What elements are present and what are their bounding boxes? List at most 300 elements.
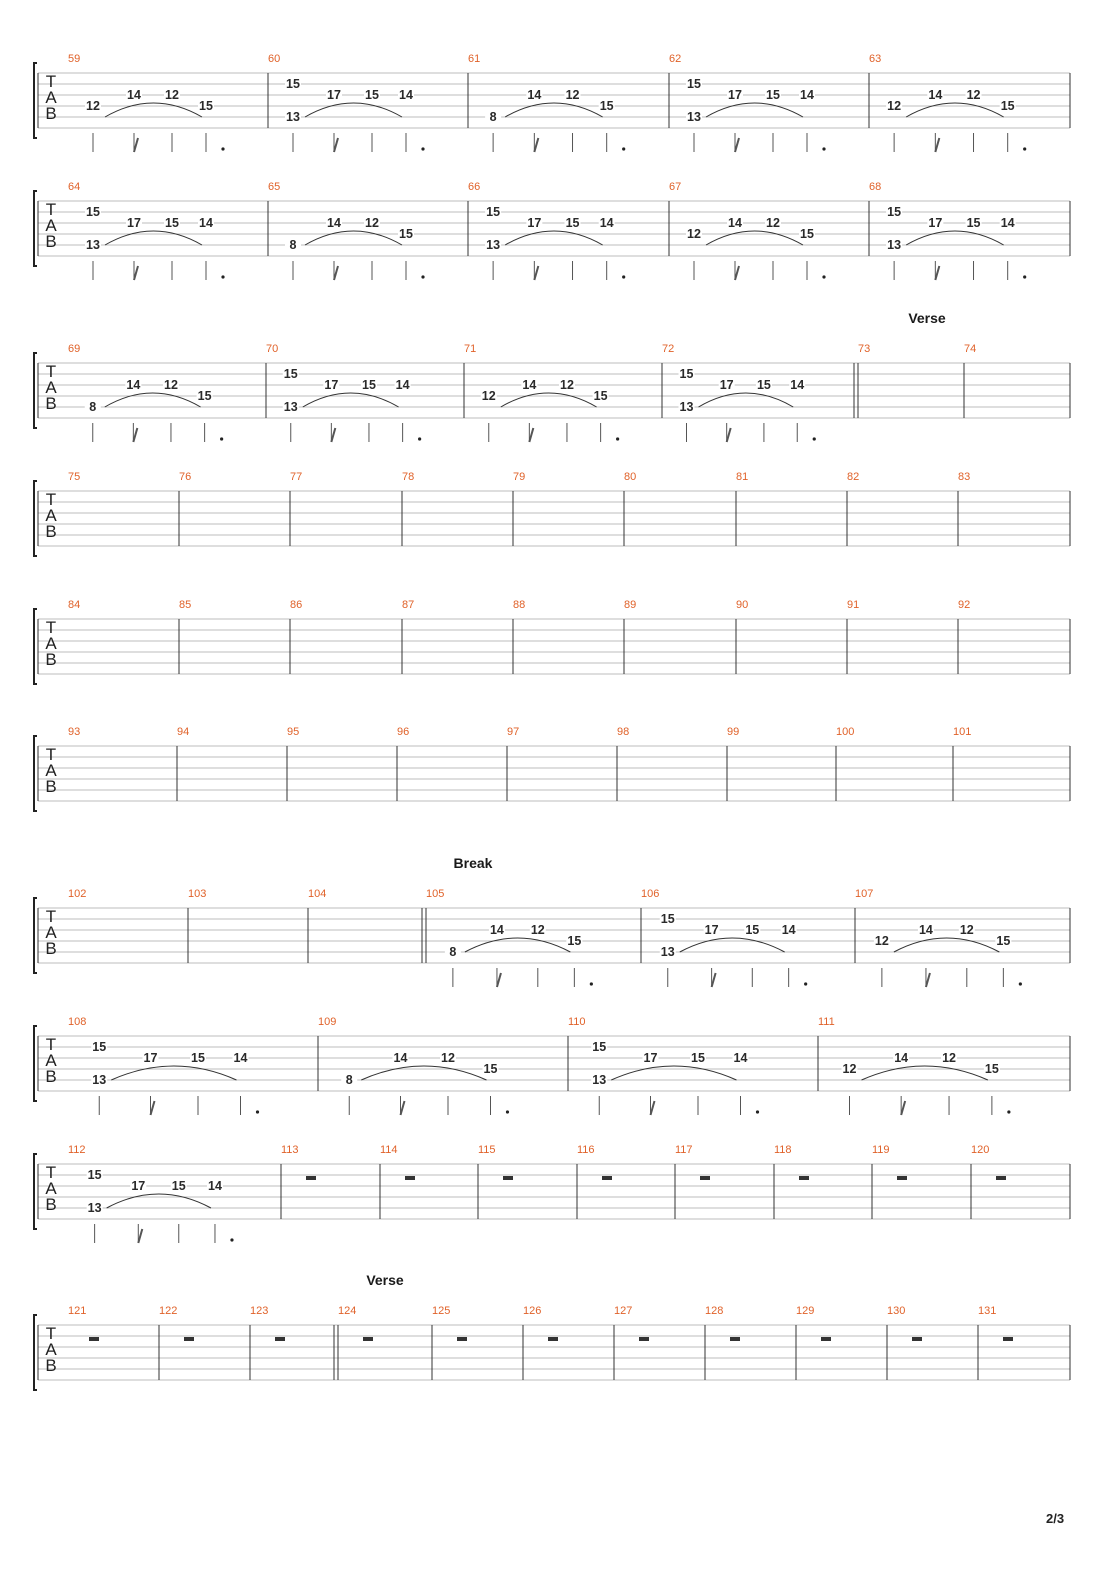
page-number: 2/3	[1046, 1511, 1065, 1526]
fret-number: 15	[92, 1040, 107, 1054]
rest-symbol	[1003, 1337, 1013, 1341]
note-flag	[134, 138, 138, 152]
section-title: Verse	[908, 310, 946, 326]
measure-number: 64	[68, 181, 81, 193]
tab-clef-letter: A	[45, 634, 57, 653]
note-flag	[134, 266, 138, 280]
measure-number: 88	[513, 599, 526, 611]
measure-number: 60	[268, 53, 281, 65]
fret-number: 12	[86, 99, 100, 113]
tab-clef-letter: B	[45, 939, 57, 958]
dot	[418, 437, 421, 440]
note-flag	[133, 428, 137, 442]
measure-number: 100	[836, 726, 855, 738]
measure-number: 68	[869, 181, 882, 193]
measure-number: 67	[669, 181, 682, 193]
measure-number: 62	[669, 53, 682, 65]
slur	[680, 938, 785, 952]
tab-system	[34, 1016, 1070, 1115]
fret-number: 15	[745, 923, 760, 937]
measure-number: 129	[796, 1305, 815, 1317]
slur	[361, 1066, 486, 1080]
dot	[506, 1110, 509, 1113]
tab-clef-letter: A	[45, 216, 57, 235]
dot	[756, 1110, 759, 1113]
tab-clef-letter: B	[45, 650, 57, 669]
measure-number: 82	[847, 471, 860, 483]
fret-number: 14	[208, 1179, 222, 1193]
measure-number: 90	[736, 599, 749, 611]
tab-clef-letter: T	[45, 907, 57, 926]
note-flag	[735, 138, 739, 152]
measure-number: 121	[68, 1305, 87, 1317]
slur	[105, 393, 201, 407]
fret-number: 17	[719, 378, 734, 392]
measure-number: 86	[290, 599, 303, 611]
note-flag	[727, 428, 731, 442]
fret-number: 13	[687, 110, 701, 124]
dot	[822, 275, 825, 278]
fret-number: 12	[481, 389, 496, 403]
fret-number: 12	[565, 88, 580, 102]
note-flag	[138, 1229, 142, 1243]
tab-clef-letter: A	[45, 761, 57, 780]
measure-number: 106	[641, 888, 660, 900]
tab-clef-letter: T	[45, 1163, 57, 1182]
measure-number: 127	[614, 1305, 633, 1317]
measure-number: 123	[250, 1305, 269, 1317]
fret-number: 15	[283, 367, 298, 381]
rest-symbol	[639, 1337, 649, 1341]
note-flag	[534, 138, 538, 152]
tab-clef-letter: A	[45, 506, 57, 525]
tab-system	[34, 599, 1070, 684]
fret-number: 15	[984, 1062, 999, 1076]
measure-number: 94	[177, 726, 190, 738]
fret-number: 13	[660, 945, 675, 959]
rest-symbol	[912, 1337, 922, 1341]
fret-number: 14	[393, 1051, 408, 1065]
slur	[706, 103, 803, 117]
measure-number: 105	[426, 888, 445, 900]
fret-number: 15	[691, 1051, 705, 1065]
measure-number: 126	[523, 1305, 542, 1317]
fret-number: 15	[800, 227, 814, 241]
measure-number: 75	[68, 471, 81, 483]
dot	[616, 437, 619, 440]
fret-number: 12	[887, 99, 902, 113]
fret-number: 12	[560, 378, 574, 392]
rest-symbol	[602, 1176, 612, 1180]
fret-number: 17	[143, 1051, 158, 1065]
fret-number: 15	[199, 99, 213, 113]
measure-number: 93	[68, 726, 81, 738]
fret-number: 14	[489, 923, 504, 937]
fret-number: 12	[942, 1051, 956, 1065]
fret-number: 15	[399, 227, 413, 241]
measure-number: 109	[318, 1016, 337, 1028]
measure-number: 84	[68, 599, 81, 611]
measure-number: 130	[887, 1305, 906, 1317]
measure-number: 120	[971, 1144, 990, 1156]
measure-number: 63	[869, 53, 882, 65]
fret-number: 15	[1000, 99, 1015, 113]
measure-number: 122	[159, 1305, 178, 1317]
measure-number: 124	[338, 1305, 357, 1317]
rest-symbol	[184, 1337, 194, 1341]
slur	[706, 231, 803, 245]
tab-clef-letter: B	[45, 104, 57, 123]
dot	[421, 275, 424, 278]
fret-number: 15	[592, 1040, 607, 1054]
fret-number: 15	[966, 216, 981, 230]
fret-number: 15	[996, 934, 1011, 948]
slur	[105, 231, 202, 245]
dot	[813, 437, 816, 440]
measure-number: 65	[268, 181, 281, 193]
fret-number: 15	[362, 378, 376, 392]
tab-system	[34, 855, 1070, 987]
measure-number: 115	[478, 1144, 496, 1156]
slur	[862, 1066, 988, 1080]
fret-number: 8	[289, 238, 297, 252]
note-flag	[651, 1101, 655, 1115]
measure-number: 116	[577, 1144, 595, 1156]
fret-number: 14	[199, 216, 213, 230]
dot	[822, 147, 825, 150]
slur	[699, 393, 794, 407]
system-bracket	[34, 191, 37, 266]
measure-number: 83	[958, 471, 971, 483]
fret-number: 15	[365, 88, 379, 102]
fret-number: 12	[365, 216, 379, 230]
dot	[230, 1238, 233, 1241]
rest-symbol	[897, 1176, 907, 1180]
fret-number: 15	[567, 934, 582, 948]
measure-number: 104	[308, 888, 327, 900]
tab-system	[34, 726, 1070, 811]
note-flag	[735, 266, 739, 280]
tab-clef-letter: A	[45, 88, 57, 107]
fret-number: 8	[489, 110, 497, 124]
fret-number: 15	[887, 205, 902, 219]
fret-number: 17	[728, 88, 742, 102]
rest-symbol	[363, 1337, 373, 1341]
system-bracket	[34, 609, 37, 684]
slur	[111, 1066, 236, 1080]
system-bracket	[34, 353, 37, 428]
system-bracket	[34, 898, 37, 973]
measure-number: 118	[774, 1144, 792, 1156]
rest-symbol	[306, 1176, 316, 1180]
measure-number: 112	[68, 1144, 86, 1156]
fret-number: 14	[728, 216, 742, 230]
measure-number: 119	[872, 1144, 890, 1156]
measure-number: 108	[68, 1016, 87, 1028]
fret-number: 13	[486, 238, 501, 252]
measure-number: 107	[855, 888, 874, 900]
fret-number: 14	[233, 1051, 248, 1065]
fret-number: 15	[286, 77, 300, 91]
rest-symbol	[405, 1176, 415, 1180]
measure-number: 87	[402, 599, 415, 611]
fret-number: 12	[164, 378, 178, 392]
tab-clef-letter: T	[45, 618, 57, 637]
fret-number: 14	[733, 1051, 748, 1065]
note-flag	[331, 428, 335, 442]
fret-number: 8	[449, 945, 457, 959]
fret-number: 17	[643, 1051, 658, 1065]
dot	[590, 982, 593, 985]
dot	[221, 275, 224, 278]
slur	[906, 231, 1004, 245]
measure-number: 79	[513, 471, 526, 483]
fret-number: 12	[687, 227, 701, 241]
fret-number: 14	[928, 88, 943, 102]
rest-symbol	[89, 1337, 99, 1341]
measure-number: 117	[675, 1144, 693, 1156]
rest-symbol	[457, 1337, 467, 1341]
measure-number: 78	[402, 471, 415, 483]
fret-number: 12	[874, 934, 889, 948]
tab-clef-letter: T	[45, 1324, 57, 1343]
measure-number: 66	[468, 181, 481, 193]
dot	[622, 275, 625, 278]
measure-number: 113	[281, 1144, 299, 1156]
tab-clef-letter: T	[45, 745, 57, 764]
fret-number: 14	[800, 88, 814, 102]
slur	[305, 103, 402, 117]
tab-clef-letter: T	[45, 200, 57, 219]
slur	[505, 231, 603, 245]
note-flag	[926, 973, 930, 987]
tab-clef-letter: A	[45, 378, 57, 397]
fret-number: 15	[766, 88, 780, 102]
slur	[303, 393, 399, 407]
measure-number: 71	[464, 343, 477, 355]
measure-number: 70	[266, 343, 279, 355]
measure-number: 131	[978, 1305, 997, 1317]
rest-symbol	[548, 1337, 558, 1341]
tab-clef-letter: T	[45, 1035, 57, 1054]
dot	[804, 982, 807, 985]
fret-number: 15	[687, 77, 701, 91]
measure-number: 128	[705, 1305, 724, 1317]
note-flag	[534, 266, 538, 280]
slur	[894, 938, 999, 952]
fret-number: 14	[522, 378, 537, 392]
fret-number: 15	[191, 1051, 205, 1065]
measure-number: 97	[507, 726, 520, 738]
slur	[105, 103, 202, 117]
dot	[421, 147, 424, 150]
system-bracket	[34, 481, 37, 556]
fret-number: 15	[593, 389, 608, 403]
fret-number: 14	[790, 378, 805, 392]
fret-number: 12	[959, 923, 974, 937]
slur	[305, 231, 402, 245]
measure-number: 103	[188, 888, 207, 900]
fret-number: 15	[171, 1179, 186, 1193]
tab-clef-letter: B	[45, 1067, 57, 1086]
fret-number: 17	[704, 923, 719, 937]
fret-number: 13	[887, 238, 902, 252]
tab-clef-letter: A	[45, 1340, 57, 1359]
fret-number: 15	[756, 378, 771, 392]
note-flag	[497, 973, 501, 987]
tab-clef-letter: A	[45, 1051, 57, 1070]
note-flag	[334, 138, 338, 152]
measure-number: 85	[179, 599, 192, 611]
section-title: Verse	[366, 1272, 404, 1288]
note-flag	[935, 266, 939, 280]
system-bracket	[34, 1026, 37, 1101]
tab-clef-letter: B	[45, 394, 57, 413]
measure-number: 80	[624, 471, 637, 483]
slur	[505, 103, 603, 117]
slur	[107, 1194, 211, 1208]
rest-symbol	[996, 1176, 1006, 1180]
measure-number: 110	[568, 1016, 586, 1028]
fret-number: 12	[842, 1062, 857, 1076]
fret-number: 14	[1000, 216, 1015, 230]
measure-number: 59	[68, 53, 81, 65]
measure-number: 111	[818, 1016, 835, 1028]
tab-clef-letter: B	[45, 232, 57, 251]
fret-number: 14	[918, 923, 933, 937]
fret-number: 14	[527, 88, 542, 102]
note-flag	[712, 973, 716, 987]
tab-system	[34, 53, 1070, 152]
tab-system	[34, 471, 1070, 556]
fret-number: 14	[395, 378, 410, 392]
measure-number: 72	[662, 343, 675, 355]
fret-number: 13	[679, 400, 694, 414]
measure-number: 76	[179, 471, 192, 483]
fret-number: 14	[126, 378, 141, 392]
fret-number: 15	[87, 1168, 102, 1182]
tab-clef-letter: B	[45, 777, 57, 796]
tab-clef-letter: A	[45, 923, 57, 942]
measure-number: 73	[858, 343, 871, 355]
fret-number: 12	[530, 923, 545, 937]
tab-clef-letter: T	[45, 362, 57, 381]
tab-clef-letter: B	[45, 1356, 57, 1375]
fret-number: 15	[565, 216, 580, 230]
measure-number: 91	[847, 599, 860, 611]
fret-number: 14	[599, 216, 614, 230]
fret-number: 17	[131, 1179, 146, 1193]
tab-clef-letter: T	[45, 72, 57, 91]
tab-clef-letter: A	[45, 1179, 57, 1198]
measure-number: 96	[397, 726, 410, 738]
tab-system	[34, 310, 1070, 442]
measure-number: 125	[432, 1305, 451, 1317]
fret-number: 17	[324, 378, 339, 392]
note-flag	[334, 266, 338, 280]
dot	[1023, 147, 1026, 150]
fret-number: 13	[92, 1073, 107, 1087]
fret-number: 13	[87, 1201, 102, 1215]
note-flag	[401, 1101, 405, 1115]
tab-clef-letter: T	[45, 490, 57, 509]
measure-number: 98	[617, 726, 630, 738]
note-flag	[901, 1101, 905, 1115]
measure-number: 92	[958, 599, 971, 611]
fret-number: 15	[86, 205, 100, 219]
dot	[622, 147, 625, 150]
rest-symbol	[730, 1337, 740, 1341]
measure-number: 89	[624, 599, 637, 611]
note-flag	[151, 1101, 155, 1115]
measure-number: 102	[68, 888, 87, 900]
fret-number: 14	[894, 1051, 909, 1065]
dot	[1023, 275, 1026, 278]
fret-number: 12	[766, 216, 780, 230]
fret-number: 12	[966, 88, 981, 102]
fret-number: 12	[165, 88, 179, 102]
slur	[465, 938, 570, 952]
rest-symbol	[275, 1337, 285, 1341]
fret-number: 15	[660, 912, 675, 926]
measure-number: 61	[468, 53, 481, 65]
fret-number: 13	[86, 238, 100, 252]
fret-number: 15	[599, 99, 614, 113]
measure-number: 114	[380, 1144, 398, 1156]
tab-system	[34, 1144, 1070, 1243]
fret-number: 17	[327, 88, 341, 102]
measure-number: 99	[727, 726, 740, 738]
fret-number: 8	[345, 1073, 353, 1087]
fret-number: 14	[781, 923, 796, 937]
slur	[501, 393, 597, 407]
system-bracket	[34, 736, 37, 811]
measure-number: 74	[964, 343, 977, 355]
system-bracket	[34, 1315, 37, 1390]
rest-symbol	[700, 1176, 710, 1180]
fret-number: 14	[327, 216, 341, 230]
note-flag	[935, 138, 939, 152]
fret-number: 13	[286, 110, 300, 124]
note-flag	[529, 428, 533, 442]
section-title: Break	[453, 855, 493, 871]
fret-number: 17	[527, 216, 542, 230]
fret-number: 15	[165, 216, 179, 230]
rest-symbol	[799, 1176, 809, 1180]
dot	[1007, 1110, 1010, 1113]
fret-number: 13	[283, 400, 298, 414]
fret-number: 15	[197, 389, 212, 403]
rest-symbol	[503, 1176, 513, 1180]
tab-clef-letter: B	[45, 522, 57, 541]
dot	[220, 437, 223, 440]
fret-number: 15	[483, 1062, 498, 1076]
fret-number: 17	[928, 216, 943, 230]
tab-system	[34, 1272, 1070, 1390]
system-bracket	[34, 63, 37, 138]
dot	[221, 147, 224, 150]
measure-number: 101	[953, 726, 972, 738]
measure-number: 69	[68, 343, 81, 355]
measure-number: 77	[290, 471, 303, 483]
fret-number: 12	[441, 1051, 455, 1065]
fret-number: 15	[486, 205, 501, 219]
dot	[1019, 982, 1022, 985]
fret-number: 14	[399, 88, 413, 102]
tab-system	[34, 181, 1070, 280]
fret-number: 17	[127, 216, 141, 230]
system-bracket	[34, 1154, 37, 1229]
